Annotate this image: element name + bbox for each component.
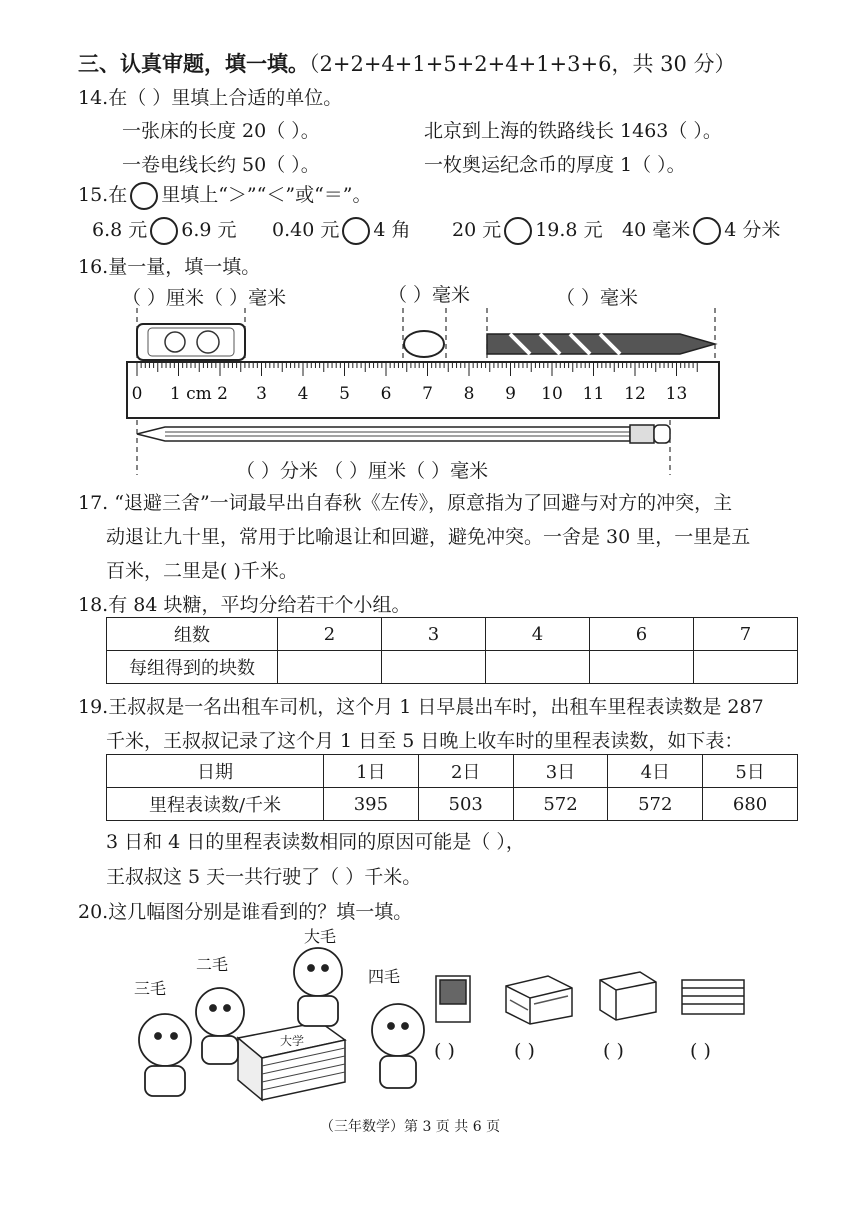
q14-item-b: 北京到上海的铁路线长 1463（ ）。 [424, 120, 722, 142]
view-thumbnail-2 [506, 976, 572, 1024]
q20-blank-3[interactable]: ( ) [603, 1040, 624, 1062]
q15-stem [78, 180, 372, 210]
table-header: 4日 [608, 755, 703, 788]
ruler-label: 6 [380, 384, 392, 404]
name-simao: 四毛 [368, 967, 401, 986]
eraser-icon [137, 324, 245, 360]
ruler-label: 0 [131, 384, 143, 404]
answer-cell[interactable] [694, 651, 798, 684]
q19-question-a: 3 日和 4 日的里程表读数相同的原因可能是（ ）， [106, 831, 525, 853]
box-label: 大学 [280, 1034, 305, 1048]
table-cell: 572 [608, 788, 703, 821]
table-header: 日期 [107, 755, 324, 788]
answer-cell[interactable] [278, 651, 382, 684]
answer-cell[interactable] [590, 651, 694, 684]
table-cell: 680 [703, 788, 798, 821]
q20-blank-1[interactable]: ( ) [434, 1040, 455, 1062]
table-header: 3日 [513, 755, 608, 788]
ruler-figure [0, 300, 867, 480]
q20-blank-2[interactable]: ( ) [514, 1040, 535, 1062]
ruler-label: 7 [422, 384, 433, 404]
ruler-label: 13 [665, 384, 688, 404]
table-row-label: 每组得到的块数 [107, 651, 278, 684]
table-cell: 572 [513, 788, 608, 821]
bean-icon [404, 331, 444, 357]
view-thumbnail-3 [600, 972, 656, 1020]
q15-right: 4 分米 [724, 219, 781, 241]
q15-right: 19.8 元 [535, 219, 603, 241]
q16-stem: 16.量一量，填一填。 [78, 256, 261, 278]
q15-stem-pre: 15.在 [78, 184, 128, 206]
q20-stem: 20.这几幅图分别是谁看到的？填一填。 [78, 901, 413, 923]
damao-figure [294, 948, 342, 1026]
ruler-label: 3 [256, 384, 267, 404]
q15-left: 40 毫米 [622, 219, 691, 241]
sanmao-figure [139, 1014, 191, 1096]
ruler-label: 9 [505, 384, 516, 404]
q19-question-b: 王叔叔这 5 天一共行驶了（ ）千米。 [106, 866, 422, 888]
table-header: 3 [382, 618, 486, 651]
answer-circle[interactable] [504, 217, 532, 245]
simao-figure [372, 1004, 424, 1088]
q15-stem-post: 里填上“＞”“＜”或“＝”。 [161, 184, 372, 206]
q17-line3: 百米，二里是( )千米。 [106, 560, 298, 582]
q15-left: 20 元 [452, 219, 502, 241]
q19-line1: 19.王叔叔是一名出租车司机，这个月 1 日早晨出车时，出租车里程表读数是 287 [78, 696, 764, 718]
page-footer: （三年数学）第 3 页 共 6 页 [320, 1119, 501, 1135]
q16-eraser-label: （ ）厘米（ ）毫米 [122, 287, 287, 309]
ruler-label: 1 cm 2 [169, 384, 228, 404]
ruler-label: 5 [339, 384, 350, 404]
ermao-figure [196, 988, 244, 1064]
q15-left: 0.40 元 [272, 219, 340, 241]
ruler-label: 12 [624, 384, 646, 404]
q14-item-a: 一张床的长度 20（ ）。 [122, 120, 320, 142]
q16-crayon-label: （ ）毫米 [556, 287, 639, 309]
q14-item-d: 一枚奥运纪念币的厚度 1（ ）。 [424, 154, 686, 176]
answer-circle[interactable] [342, 217, 370, 245]
answer-circle[interactable] [693, 217, 721, 245]
table-header: 7 [694, 618, 798, 651]
q17-line1: 17. “退避三舍”一词最早出自春秋《左传》，原意指为了回避与对方的冲突，主 [78, 492, 733, 514]
q15-right: 4 角 [373, 219, 411, 241]
q15-item-1 [92, 215, 237, 245]
ruler-label: 11 [582, 384, 605, 404]
q15-right: 6.9 元 [181, 219, 237, 241]
q15-item-4 [622, 215, 780, 245]
q18-table [106, 617, 798, 684]
table-header: 2 [278, 618, 382, 651]
q16-bean-label: （ ）毫米 [388, 284, 471, 306]
answer-cell[interactable] [486, 651, 590, 684]
table-row [107, 618, 798, 651]
q18-stem: 18.有 84 块糖，平均分给若干个小组。 [78, 594, 411, 616]
table-row [107, 755, 798, 788]
table-row [107, 651, 798, 684]
answer-cell[interactable] [382, 651, 486, 684]
ruler-label: 10 [541, 384, 563, 404]
q14-stem: 14.在（ ）里填上合适的单位。 [78, 87, 343, 109]
q15-left: 6.8 元 [92, 219, 148, 241]
crayon-icon [487, 334, 715, 354]
table-header: 1日 [324, 755, 419, 788]
ruler-label: 8 [463, 384, 475, 404]
name-damao: 大毛 [304, 927, 337, 946]
q19-table [106, 754, 798, 821]
table-cell: 395 [324, 788, 419, 821]
table-row [107, 788, 798, 821]
table-header: 5日 [703, 755, 798, 788]
ruler-label: 4 [297, 384, 309, 404]
q14-item-c: 一卷电线长约 50（ ）。 [122, 154, 320, 176]
table-header: 2日 [418, 755, 513, 788]
table-header: 组数 [107, 618, 278, 651]
pencil-icon [137, 425, 670, 443]
section-title [78, 48, 736, 78]
section-score: （2+2+4+1+5+2+4+1+3+6，共 30 分） [309, 52, 736, 76]
table-header: 4 [486, 618, 590, 651]
q20-blank-4[interactable]: ( ) [690, 1040, 711, 1062]
table-row-label: 里程表读数/千米 [107, 788, 324, 821]
q15-item-2 [272, 215, 411, 245]
q20-figure [0, 920, 867, 1110]
view-thumbnail-4 [682, 980, 744, 1014]
view-thumbnail-1 [436, 976, 470, 1022]
book-stack-icon [238, 1022, 345, 1100]
q17-line2: 动退让九十里，常用于比喻退让和回避，避免冲突。一舍是 30 里，一里是五 [106, 526, 751, 548]
answer-circle[interactable] [150, 217, 178, 245]
name-ermao: 二毛 [196, 955, 229, 974]
section-title-text: 三、认真审题，填一填。 [78, 51, 309, 76]
name-sanmao: 三毛 [134, 979, 167, 998]
q15-item-3 [452, 215, 603, 245]
compare-circle-icon [130, 182, 158, 210]
table-cell: 503 [418, 788, 513, 821]
q16-pencil-label: （ ）分米 （ ）厘米（ ）毫米 [236, 460, 489, 482]
q19-line2: 千米，王叔叔记录了这个月 1 日至 5 日晚上收车时的里程表读数，如下表： [106, 730, 744, 752]
table-header: 6 [590, 618, 694, 651]
